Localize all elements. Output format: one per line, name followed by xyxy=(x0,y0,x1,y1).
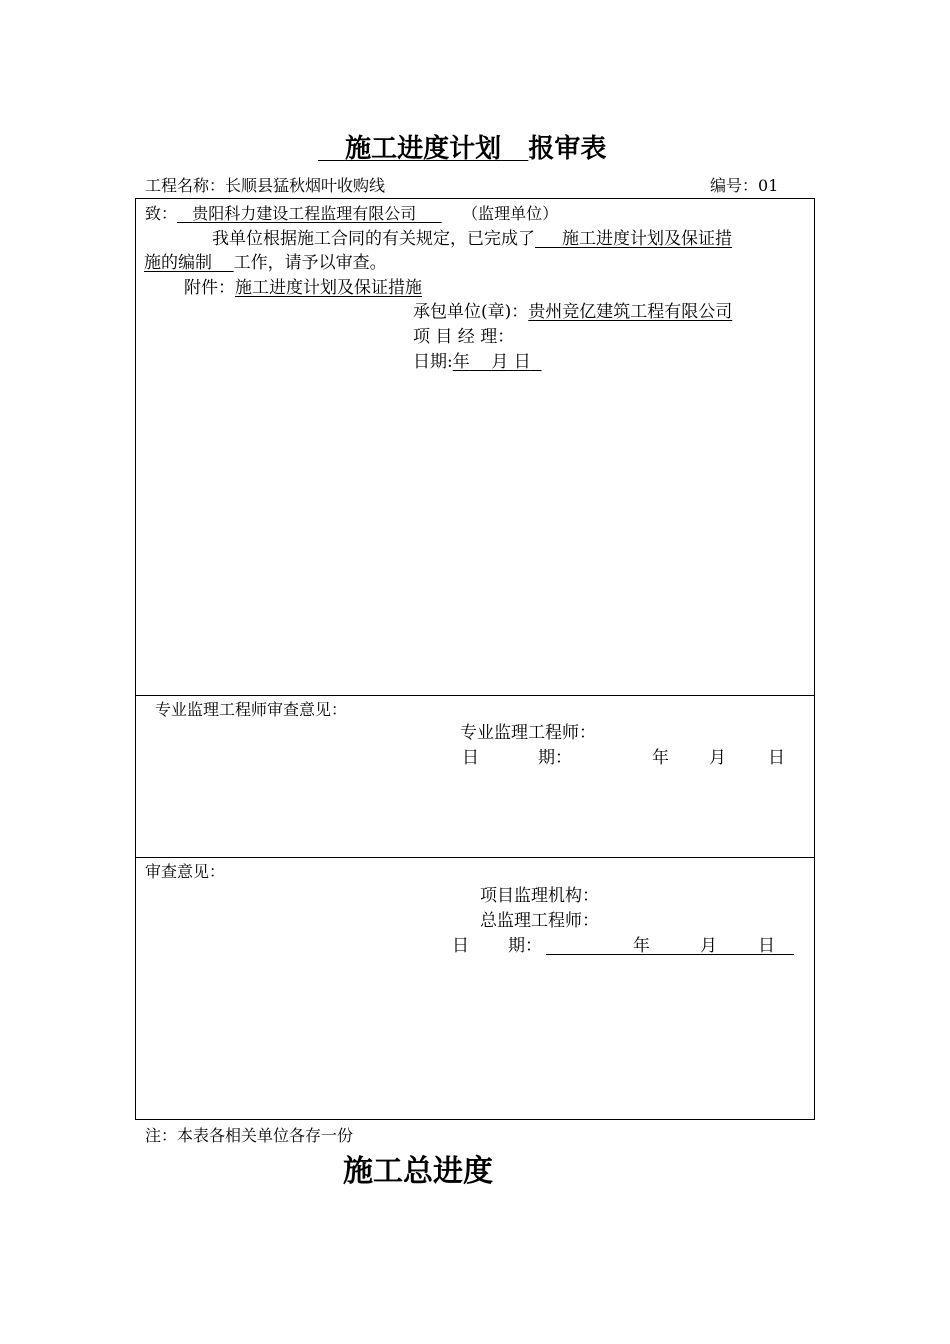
manager-label: 项 目 经 理： xyxy=(413,327,515,347)
section2-day: 日 xyxy=(768,748,785,768)
org-label: 项目监理机构： xyxy=(480,886,599,906)
section2-date-ri: 日 xyxy=(462,748,479,768)
form-number xyxy=(710,174,778,198)
section3-date-qi: 期： xyxy=(508,936,542,956)
to-label: 致： xyxy=(145,204,178,223)
attach-label: 附件： xyxy=(184,278,235,298)
divider-1 xyxy=(136,695,814,696)
body-item-line1: 施工进度计划及保证措 xyxy=(562,229,733,249)
contractor-label: 承包单位(章)： xyxy=(413,302,529,322)
project-label: 工程名称： xyxy=(145,176,226,195)
section3-day: 日 xyxy=(758,936,775,956)
project-name-row xyxy=(145,174,385,198)
project-name: 长顺县猛秋烟叶收购线 xyxy=(225,176,386,195)
chief-label: 总监理工程师： xyxy=(480,911,599,931)
section1-date-row xyxy=(413,350,542,374)
body-line-2 xyxy=(144,251,387,275)
addressee-row xyxy=(145,202,558,226)
attach-value: 施工进度计划及保证措施 xyxy=(235,278,422,298)
body-item-line2: 施的编制 xyxy=(144,253,212,273)
section2-year: 年 xyxy=(652,748,669,768)
contractor-value: 贵州竞亿建筑工程有限公司 xyxy=(528,302,733,322)
body-line-1 xyxy=(212,227,732,251)
section3-heading: 审查意见： xyxy=(145,862,226,881)
footnote: 注：本表各相关单位各存一份 xyxy=(145,1126,354,1145)
manager-row xyxy=(413,325,514,349)
section3-date-ri: 日 xyxy=(452,936,469,956)
number-value: 01 xyxy=(758,176,779,195)
body-prefix: 我单位根据施工合同的有关规定，已完成了 xyxy=(212,229,535,249)
divider-2 xyxy=(136,857,814,858)
body-suffix: 工作，请予以审查。 xyxy=(233,253,387,273)
section2-date-qi: 期： xyxy=(538,748,572,768)
section2-month: 月 xyxy=(709,748,726,768)
section3-date-underline xyxy=(546,954,794,955)
to-suffix: （监理单位） xyxy=(462,204,559,223)
title-underlined: 施工进度计划 xyxy=(345,134,502,164)
section3-month: 月 xyxy=(700,936,717,956)
number-label: 编号： xyxy=(710,176,759,195)
engineer-label: 专业监理工程师： xyxy=(460,723,596,743)
contractor-row xyxy=(413,300,732,324)
page-title xyxy=(318,132,606,166)
attachment-row xyxy=(184,276,422,300)
next-section-title: 施工总进度 xyxy=(343,1154,493,1189)
date-value: 年 月 日 xyxy=(452,352,531,372)
date-label: 日期: xyxy=(413,352,453,372)
title-suffix: 报审表 xyxy=(528,134,607,164)
section3-year: 年 xyxy=(633,936,650,956)
supervisor-company: 贵阳科力建设工程监理有限公司 xyxy=(192,204,417,223)
section2-heading: 专业监理工程师审查意见： xyxy=(155,700,348,719)
